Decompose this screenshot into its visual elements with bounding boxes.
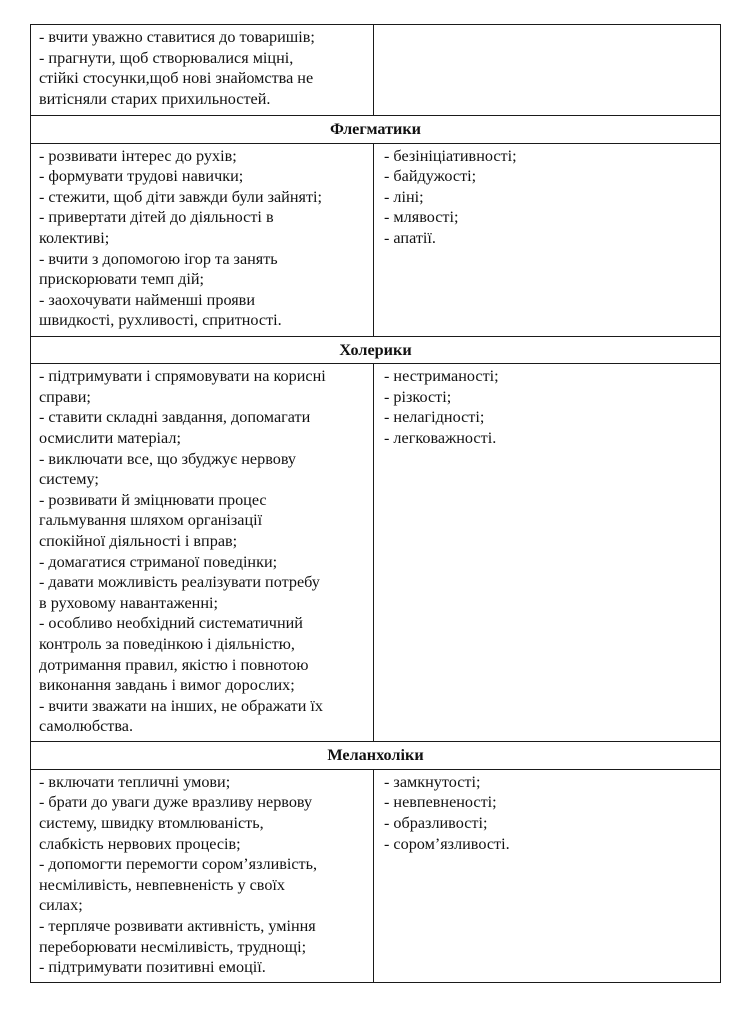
text-line: прискорювати темп дій; <box>39 270 205 289</box>
text-line: - заохочувати найменші прояви <box>39 290 255 309</box>
text-line: витісняли старих прихильностей. <box>39 89 271 108</box>
recommendations-cell <box>31 143 374 336</box>
text-line: - особливо необхідний систематичний <box>39 614 303 633</box>
text-line: швидкості, рухливості, спритності. <box>39 311 282 330</box>
section-header-row <box>31 336 721 364</box>
temperament-table <box>30 24 721 983</box>
text-line: - виключати все, що збуджує нервову <box>39 449 297 468</box>
section-header-row <box>31 116 721 144</box>
text-line: - стежити, щоб діти завжди були зайняті; <box>39 187 323 206</box>
text-line: - легковажності. <box>384 428 497 447</box>
text-line: - байдужості; <box>384 167 477 186</box>
text-line: - розвивати й зміцнювати процес <box>39 490 267 509</box>
recommendations-cell <box>31 25 374 116</box>
text-line: дотримання правил, якістю і повнотою <box>39 655 309 674</box>
text-line: - апатії. <box>384 228 436 247</box>
text-line: - сором’язливості. <box>384 834 510 853</box>
warnings-cell <box>374 25 721 116</box>
table-row <box>31 364 721 742</box>
section-title: Меланхоліки <box>31 742 721 770</box>
document-page <box>30 24 720 983</box>
text-line: - замкнутості; <box>384 772 481 791</box>
text-line: - включати тепличні умови; <box>39 772 231 791</box>
text-line: самолюбства. <box>39 717 134 736</box>
text-line: - домагатися стриманої поведінки; <box>39 552 278 571</box>
text-line: колективі; <box>39 228 110 247</box>
text-line: - терпляче розвивати активність, уміння <box>39 916 316 935</box>
text-line: переборювати несміливість, труднощі; <box>39 937 307 956</box>
text-line: силах; <box>39 896 83 915</box>
warnings-cell <box>374 769 721 982</box>
warnings-cell <box>374 143 721 336</box>
text-line: систему, швидку втомлюваність, <box>39 813 264 832</box>
text-line: - невпевненості; <box>384 793 497 812</box>
text-line: виконання завдань і вимог дорослих; <box>39 676 295 695</box>
text-line: несміливість, невпевненість у своїх <box>39 875 286 894</box>
text-line: справи; <box>39 387 91 406</box>
text-line: - підтримувати і спрямовувати на корисні <box>39 367 326 386</box>
text-line: - безініціативності; <box>384 146 517 165</box>
text-line: контроль за поведінкою і діяльністю, <box>39 634 295 653</box>
text-line: - підтримувати позитивні емоції. <box>39 958 266 977</box>
text-line: - різкості; <box>384 387 452 406</box>
text-line: - вчити уважно ставитися до товаришів; <box>39 28 315 46</box>
text-line: - розвивати інтерес до рухів; <box>39 146 237 165</box>
text-line: - прагнути, щоб створювалися міцні, <box>39 48 294 67</box>
text-line: - ліні; <box>384 187 424 206</box>
table-body <box>31 25 721 983</box>
text-line: - вчити з допомогою ігор та занять <box>39 249 278 268</box>
text-line: осмислити матеріал; <box>39 428 181 447</box>
text-line: - допомогти перемогти сором’язливість, <box>39 855 318 874</box>
text-line: гальмування шляхом організації <box>39 511 263 530</box>
section-title: Холерики <box>31 336 721 364</box>
text-line: в руховому навантаженні; <box>39 593 218 612</box>
recommendations-cell <box>31 364 374 742</box>
recommendations-cell <box>31 769 374 982</box>
text-line: - нестриманості; <box>384 367 499 386</box>
text-line: - ставити складні завдання, допомагати <box>39 408 311 427</box>
section-title: Флегматики <box>31 116 721 144</box>
text-line: спокійної діяльності і вправ; <box>39 531 238 550</box>
text-line: - привертати дітей до діяльності в <box>39 208 274 227</box>
text-line: - нелагідності; <box>384 408 485 427</box>
text-line: - брати до уваги дуже вразливу нервову <box>39 793 313 812</box>
table-row <box>31 769 721 982</box>
text-line: слабкість нервових процесів; <box>39 834 241 853</box>
text-line: - образливості; <box>384 813 488 832</box>
text-line: систему; <box>39 470 99 489</box>
warnings-cell <box>374 364 721 742</box>
text-line: - вчити зважати на інших, не ображати їх <box>39 696 323 715</box>
text-line: - млявості; <box>384 208 459 227</box>
section-header-row <box>31 742 721 770</box>
text-line: - формувати трудові навички; <box>39 167 244 186</box>
table-row <box>31 143 721 336</box>
table-row <box>31 25 721 116</box>
text-line: стійкі стосунки,щоб нові знайомства не <box>39 69 314 88</box>
text-line: - давати можливість реалізувати потребу <box>39 573 320 592</box>
